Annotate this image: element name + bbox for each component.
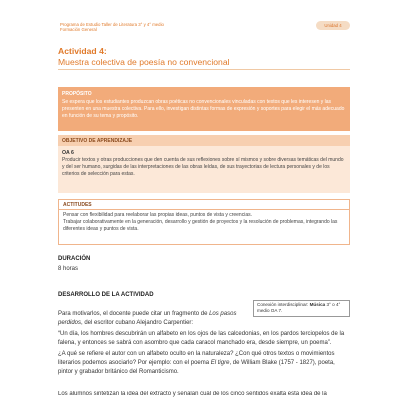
conexion-suffix: 3° o 4° medio OA 7.	[257, 302, 341, 313]
quote-paragraph: “Un día, los hombres descubrirán un alfabeto en los ojos de las calcedonias, en los pardos terciopelos de la falena, y entonces se sabrá con asombro que cada caracol manchado era, desde siempre, un poema”.	[58, 331, 345, 346]
duracion-value: 8 horas	[58, 266, 79, 272]
objetivo-label: OBJETIVO DE APRENDIZAJE	[62, 138, 133, 144]
objetivo-text: Producir textos y otras producciones que den cuenta de sus reflexiones sobre sí mismos y sobre diversas temáticas del mundo y del ser humano, surgidas de las interpretaciones de las obras leídas, de sus trayectorias de lectura personales y de los criterios de selección para estas.	[62, 157, 344, 177]
poem-title: El tigre	[210, 360, 230, 366]
objetivo-header	[58, 135, 350, 146]
actitudes-list	[63, 212, 347, 233]
proposito-label: PROPÓSITO	[62, 91, 92, 97]
desarrollo-label: DESARROLLO DE LA ACTIVIDAD	[58, 292, 154, 298]
conexion-prefix: Conexión interdisciplinar:	[257, 302, 310, 307]
actitud-item: Trabajar colaborativamente en la generación, desarrollo y gestión de proyectos y la resolución de problemas, integrando las diferentes ideas y puntos de vista.	[63, 219, 338, 232]
question-text: ¿A qué se refiere el autor con un alfabeto oculto en la naturaleza? ¿Con qué otros textos o movimientos literarios podemos asociarlo? Por ejemplo: con el poema	[58, 351, 335, 366]
question-paragraph	[58, 350, 350, 377]
question-text-end: , de William Blake (1757 - 1827), poeta, pintor y grabador británico del Romanticismo.	[58, 360, 335, 375]
conexion-subject: Música	[309, 302, 326, 307]
actitudes-label: ACTITUDES	[63, 202, 92, 208]
actitudes-box	[58, 199, 350, 245]
program-header	[60, 22, 300, 33]
book-title: Los pasos perdidos	[58, 311, 237, 326]
intro-text: Para motivarlos, el docente puede citar un fragmento de	[58, 311, 210, 317]
proposito-box	[58, 87, 350, 131]
unit-badge: Unidad 4	[316, 21, 350, 30]
duracion-label: DURACIÓN	[58, 256, 91, 262]
proposito-text: Se espera que los estudiantes produzcan obras poéticas no convencionales vinculadas con textos que les interesen y las presenten en una muestra colectiva. Para ello, investigan distintas formas de expresión y soportes para elegir el más adecuado en función de su tema y propósito.	[62, 99, 345, 119]
activity-subtitle: Muestra colectiva de poesía no convencional	[58, 57, 230, 67]
intro-paragraph	[58, 310, 250, 328]
oa-code: OA 6	[62, 150, 74, 156]
bottom-paragraph: Los alumnos sintetizan la idea del extracto y señalan cuál de los cinco sentidos exalta esta idea de la	[58, 391, 327, 397]
program-area: Formación General	[60, 27, 97, 33]
activity-title: Actividad 4:	[58, 46, 107, 56]
actitudes-header	[59, 200, 349, 210]
objetivo-box	[58, 135, 350, 193]
actitud-item: Pensar con flexibilidad para reelaborar las propias ideas, puntos de vista y creencias.	[63, 212, 252, 218]
intro-text-end: , del escritor cubano Alejandro Carpentier:	[81, 320, 194, 326]
program-title: Programa de Estudio Taller de Literatura 3° y 4° medio	[60, 22, 164, 27]
title-divider	[58, 69, 350, 70]
activity-body	[58, 310, 350, 379]
